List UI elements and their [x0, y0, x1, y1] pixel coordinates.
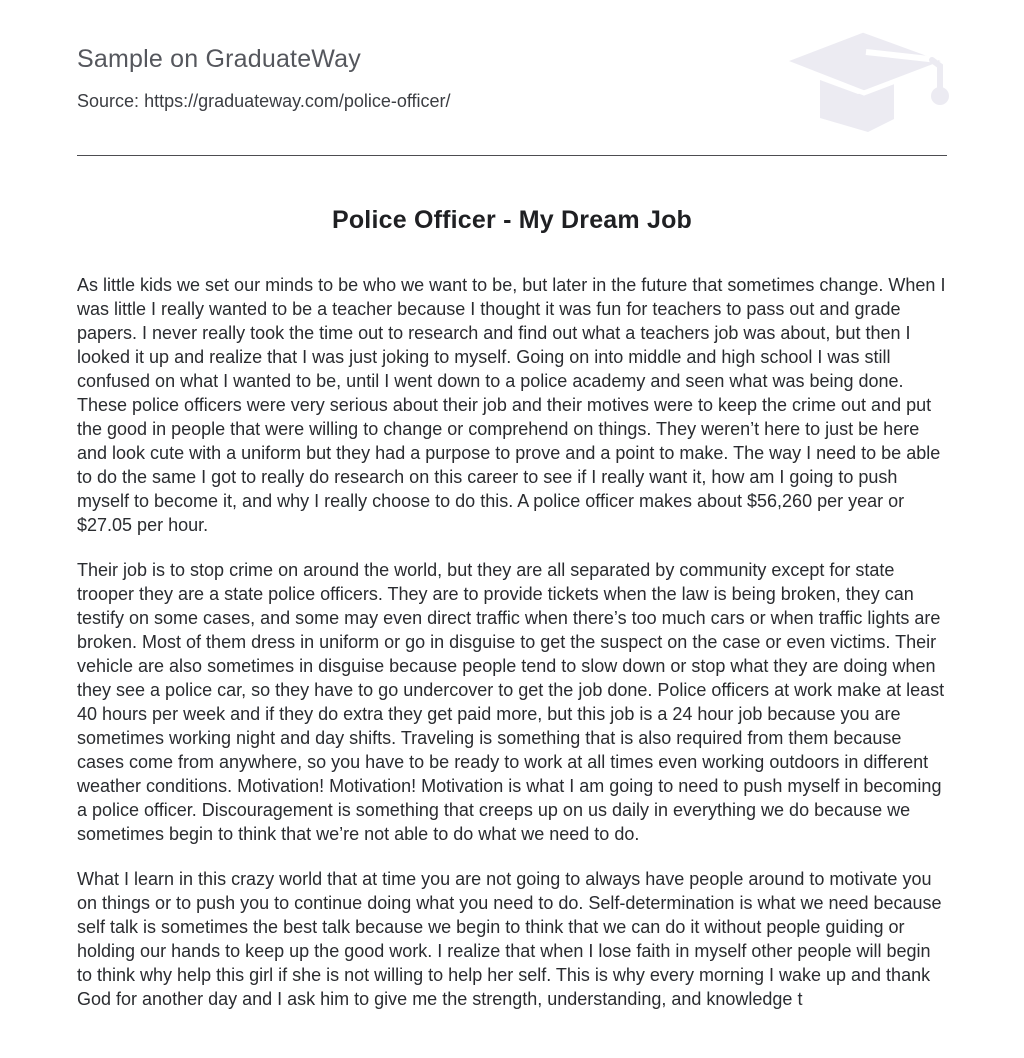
article-title: Police Officer - My Dream Job — [331, 206, 693, 234]
source-label: Source: — [77, 91, 140, 111]
article-paragraph-2: Their job is to stop crime on around the world, but they are all separated by community except for state trooper they are a state police officers. They are to provide tickets when the law is being broken, they can testify on some cases, and some may even direct traffic when there’s too much cars or when traffic lights are broken. Most of them dress in uniform or go in disguise to get the suspect on the case or even victims. Their vehicle are also sometimes in disguise because people tend to slow down or stop what they are doing when they see a police car, so they have to go undercover to get the job done. Police officers at work make at least 40 hours per week and if they do extra they get paid more, but this job is a 24 hour job because you are sometimes working night and day shifts. Traveling is something that is also required from them because cases come from anywhere, so you have to be ready to work at all times even working outdoors in different weather conditions. Motivation! Motivation! Motivation is what I am going to need to push myself in becoming a police officer. Discouragement is something that creeps up on us daily in everything we do because we sometimes begin to think that we’re not able to do what we need to do. — [77, 560, 945, 844]
article-body — [77, 273, 947, 1011]
sample-heading: Sample on GraduateWay — [77, 45, 361, 73]
article — [77, 206, 947, 1011]
source-link[interactable]: https://graduateway.com/police-officer/ — [144, 91, 451, 111]
article-paragraph-3: What I learn in this crazy world that at time you are not going to always have people around to motivate you on things or to push you to continue doing what you need to do. Self-determination is what we need because self talk is sometimes the best talk because we begin to think that we can do it without people guiding or holding our hands to keep up the good work. I realize that when I lose faith in myself other people will begin to think why help this girl if she is not willing to help her self. This is why every morning I wake up and thank God for another day and I ask him to give me the strength, understanding, and knowledge t — [77, 869, 942, 1009]
divider — [77, 155, 947, 156]
article-paragraph-1: As little kids we set our minds to be who we want to be, but later in the future that sometimes change. When I was little I really wanted to be a teacher because I thought it was fun for teachers to pass out and grade papers. I never really took the time out to research and find out what a teachers job was about, but then I looked it up and realize that I was just joking to myself. Going on into middle and high school I was still confused on what I wanted to be, until I went down to a police academy and seen what was being done. These police officers were very serious about their job and their motives were to keep the crime out and put the good in people that were willing to change or comprehend on things. They weren’t here to just be here and look cute with a uniform but they had a purpose to prove and a point to make. The way I need to be able to do the same I got to really do research on this career to see if I really want it, how am I going to push myself to become it, and why I really choose to do this. A police officer makes about $56,260 per year or $27.05 per hour. — [77, 275, 946, 535]
page-header — [77, 0, 947, 112]
graduation-cap-icon — [780, 28, 950, 136]
